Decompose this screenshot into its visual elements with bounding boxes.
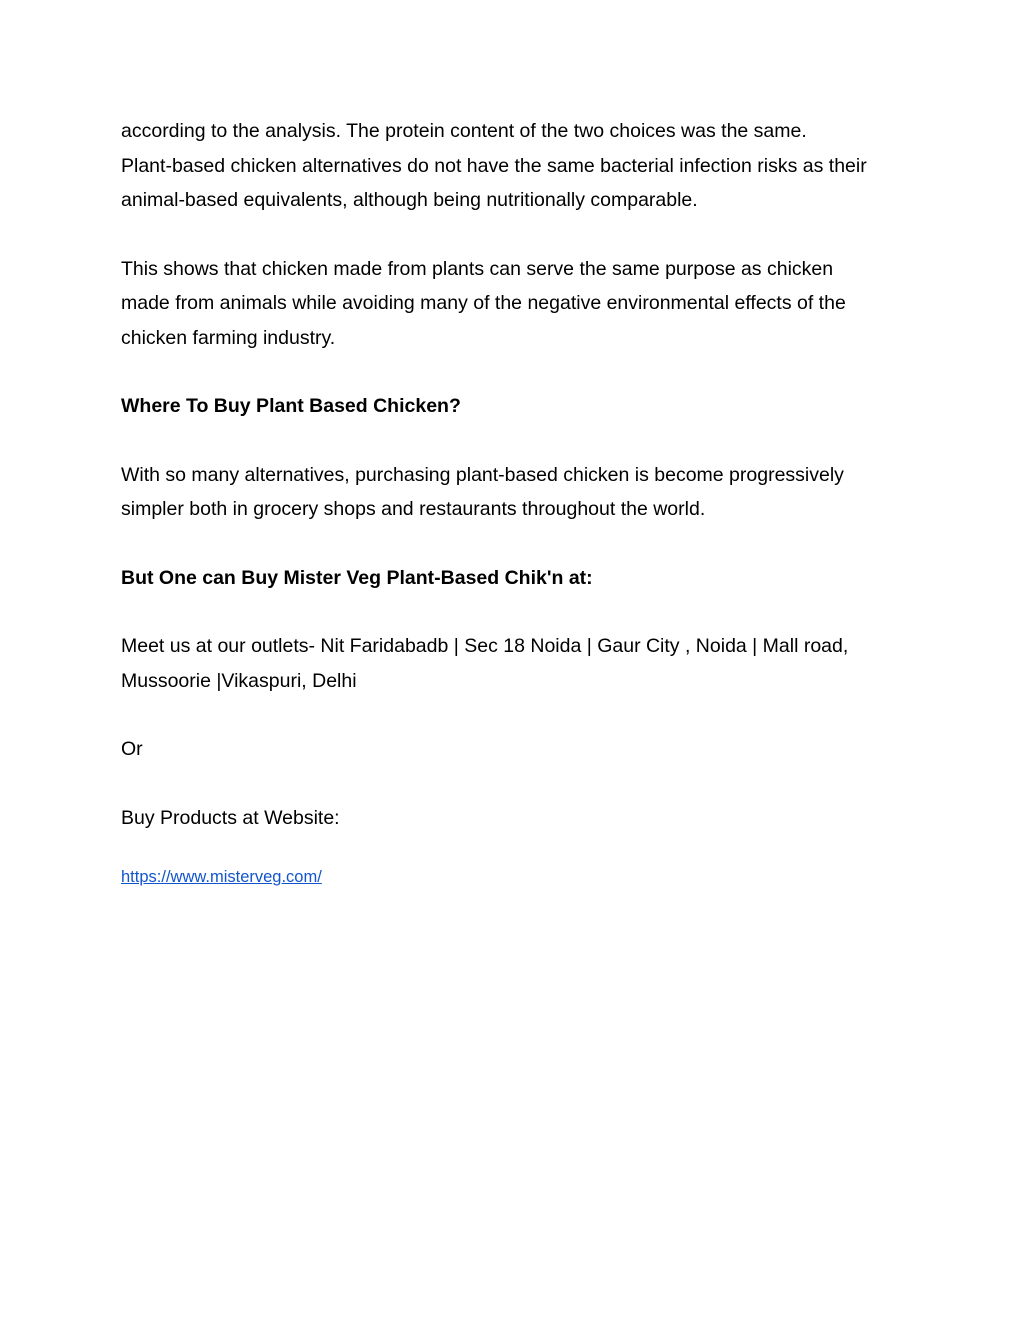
paragraph-or: Or bbox=[121, 738, 143, 760]
paragraph-analysis: according to the analysis. The protein content of the two choices was the same. Plant-based chicken alternatives do not have the same bacterial infection risks as their animal-based equivalents, although being nutritionally comparable. bbox=[121, 120, 867, 211]
paragraph-alternatives: With so many alternatives, purchasing plant-based chicken is become progressively simpler both in grocery shops and restaurants throughout the world. bbox=[121, 463, 844, 520]
document-body bbox=[121, 114, 911, 889]
heading-buy-mister-veg: But One can Buy Mister Veg Plant-Based Chik'n at: bbox=[121, 566, 593, 589]
website-link[interactable]: https://www.misterveg.com/ bbox=[121, 868, 322, 886]
paragraph-purpose: This shows that chicken made from plants can serve the same purpose as chicken made from animals while avoiding many of the negative environmental effects of the chicken farming industry. bbox=[121, 257, 846, 349]
paragraph-website-label: Buy Products at Website: bbox=[121, 806, 340, 829]
heading-where-to-buy: Where To Buy Plant Based Chicken? bbox=[121, 395, 461, 417]
paragraph-outlets: Meet us at our outlets- Nit Faridabadb | Sec 18 Noida | Gaur City , Noida | Mall road, Mussoorie |Vikaspuri, Delhi bbox=[121, 635, 849, 692]
